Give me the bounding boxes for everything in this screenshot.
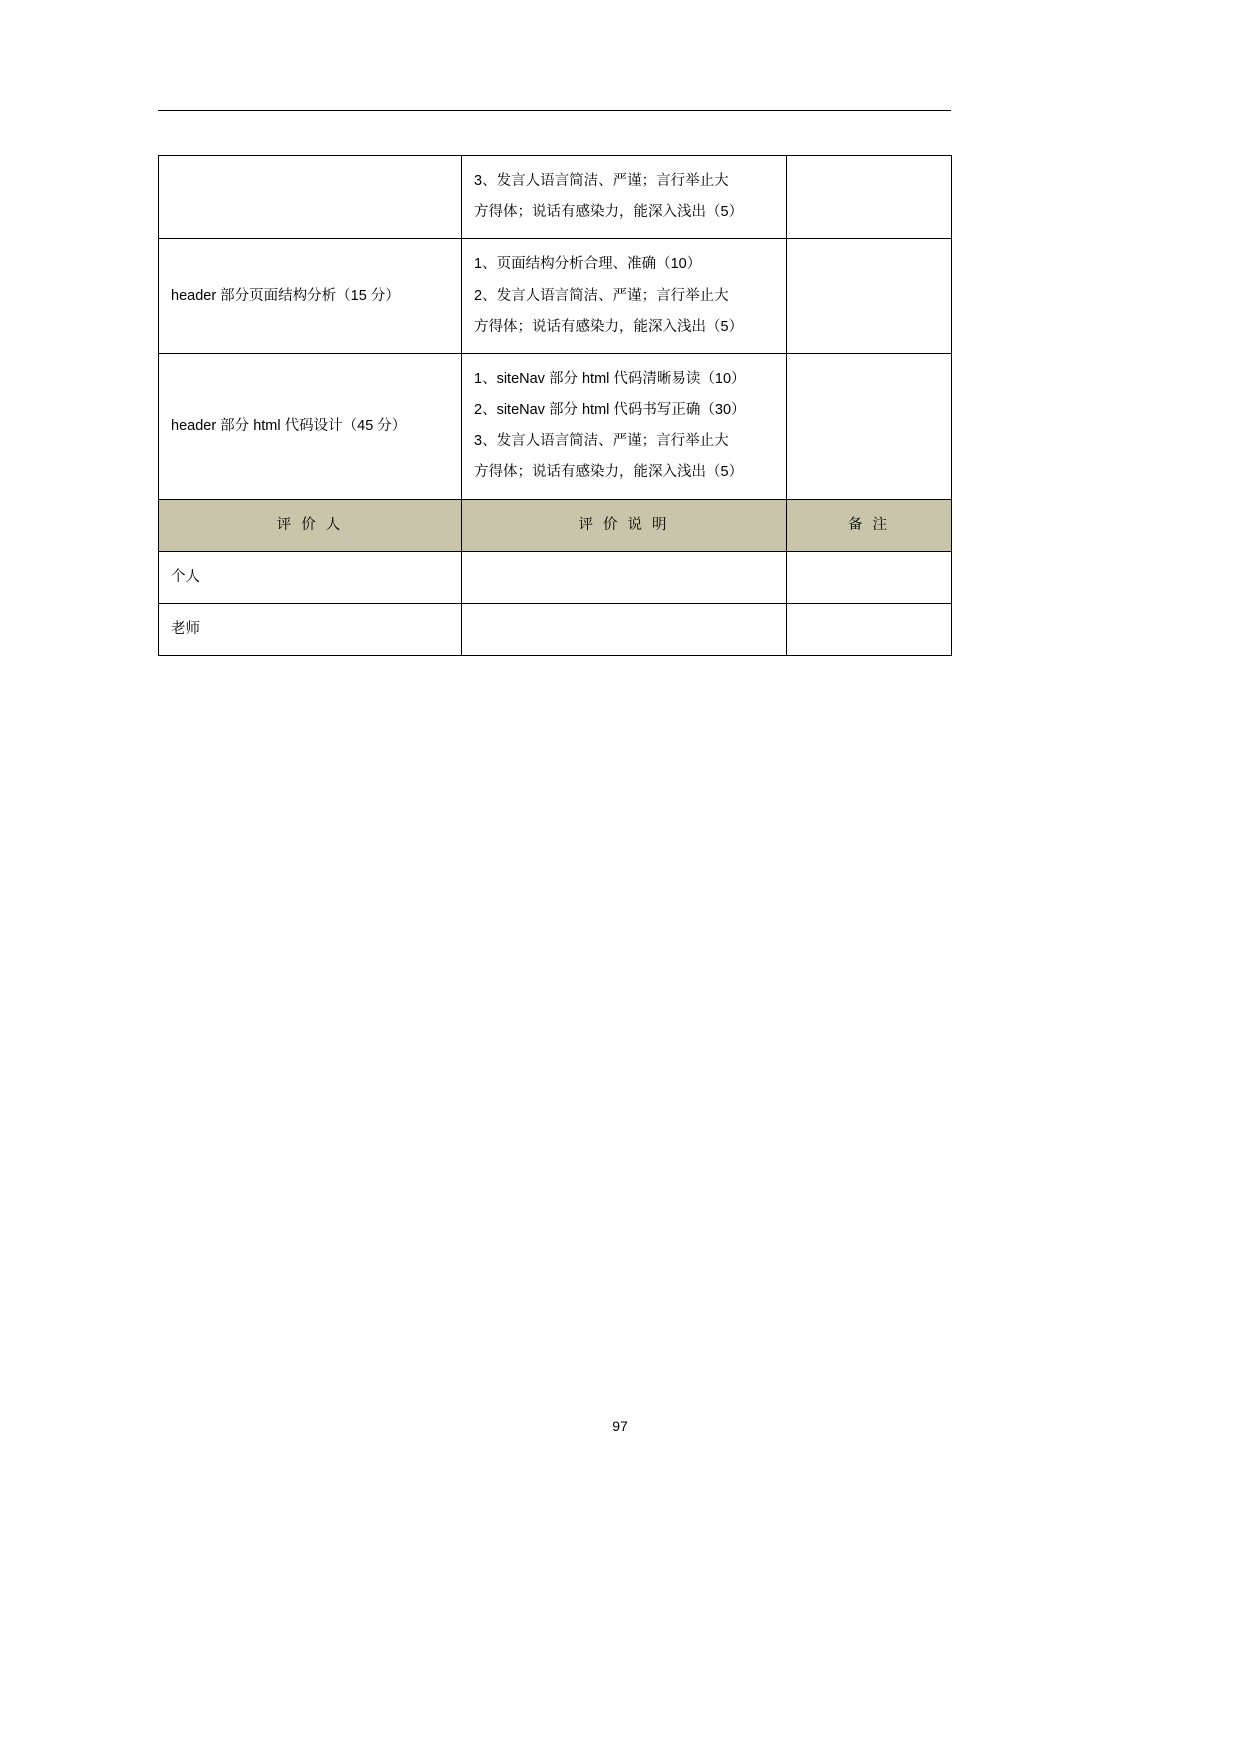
table-row xyxy=(159,551,952,603)
remark-cell xyxy=(787,353,952,499)
evaluator-remark-cell xyxy=(787,603,952,655)
criterion-cell: header 部分 html 代码设计（45 分） xyxy=(159,353,462,499)
table-row xyxy=(159,239,952,354)
item-line: 1、siteNav 部分 html 代码清晰易读（10） xyxy=(474,370,746,387)
item-line: 3、发言人语言简洁、严谨；言行举止大 xyxy=(474,173,729,189)
column-header-remark: 备 注 xyxy=(787,499,952,551)
grading-table-wrapper xyxy=(158,155,951,656)
items-cell xyxy=(462,156,787,239)
items-cell xyxy=(462,239,787,354)
remark-cell xyxy=(787,239,952,354)
item-line: 方得体；说话有感染力，能深入浅出（5） xyxy=(474,318,744,335)
item-line: 2、发言人语言简洁、严谨；言行举止大 xyxy=(474,287,729,304)
column-header-evaluator: 评 价 人 xyxy=(159,499,462,551)
table-section-header-row xyxy=(159,499,952,551)
item-line: 1、页面结构分析合理、准确（10） xyxy=(474,256,702,273)
remark-cell xyxy=(787,156,952,239)
evaluator-note-cell xyxy=(462,551,787,603)
item-line: 方得体；说话有感染力，能深入浅出（5） xyxy=(474,204,744,221)
page-number: 97 xyxy=(612,1418,628,1434)
header-rule xyxy=(158,110,951,111)
evaluator-note-cell xyxy=(462,603,787,655)
criterion-cell xyxy=(159,156,462,239)
items-cell xyxy=(462,353,787,499)
evaluator-name-cell: 老师 xyxy=(159,603,462,655)
table-row xyxy=(159,353,952,499)
item-line: 方得体；说话有感染力，能深入浅出（5） xyxy=(474,464,744,481)
item-line: 2、siteNav 部分 html 代码书写正确（30） xyxy=(474,402,746,419)
table-row xyxy=(159,156,952,239)
evaluator-remark-cell xyxy=(787,551,952,603)
grading-table xyxy=(158,155,952,656)
column-header-description: 评 价 说 明 xyxy=(462,499,787,551)
evaluator-name-cell: 个人 xyxy=(159,551,462,603)
criterion-cell: header 部分页面结构分析（15 分） xyxy=(159,239,462,354)
item-line: 3、发言人语言简洁、严谨；言行举止大 xyxy=(474,433,729,450)
table-row xyxy=(159,603,952,655)
